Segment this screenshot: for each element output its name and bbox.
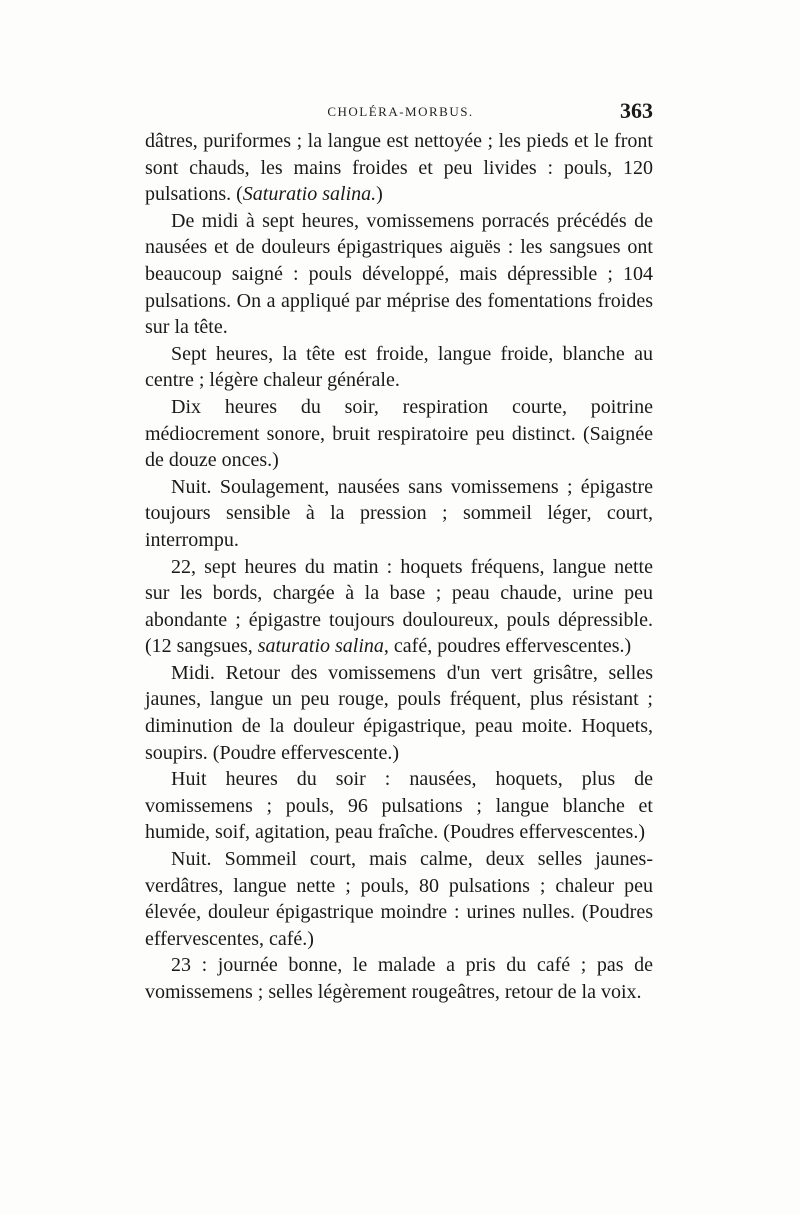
paragraph-text: 22, sept heures du matin : hoquets fréquens, langue nette sur les bords, chargée à la base ; peau chaude, urine peu abondante ; épigastre toujours douloureux, pouls dépressible. (12 sangsues, xyxy=(145,555,653,658)
paragraph: De midi à sept heures, vomissemens porracés précédés de nausées et de douleurs épigastriques aiguës : les sangsues ont beaucoup saigné : pouls développé, mais dépressible ; 104 pulsations. On a appliqué par méprise des fomentations froides sur la tête. xyxy=(145,209,653,339)
paragraph: Midi. Retour des vomissemens d'un vert grisâtre, selles jaunes, langue un peu rouge, pouls fréquent, plus résistant ; diminution de la douleur épigastrique, peau moite. Hoquets, soupirs. (Poudre effervescente.) xyxy=(145,661,653,764)
paragraph: Nuit. Sommeil court, mais calme, deux selles jaunes-verdâtres, langue nette ; pouls, 80 pulsations ; chaleur peu élevée, douleur épigastrique moindre : urines nulles. (Poudres effervescentes, café.) xyxy=(145,848,653,950)
paragraph-text-after: ) xyxy=(376,183,383,206)
paragraph xyxy=(145,554,653,660)
paragraph: Sept heures, la tête est froide, langue froide, blanche au centre ; légère chaleur générale. xyxy=(145,342,653,392)
paragraph: Nuit. Soulagement, nausées sans vomissemens ; épigastre toujours sensible à la pression ; sommeil léger, court, interrompu. xyxy=(145,475,653,551)
page-header xyxy=(148,100,653,130)
page-number: 363 xyxy=(620,98,653,123)
running-head: CHOLÉRA-MORBUS. xyxy=(327,104,474,119)
paragraph-text: dâtres, puriformes ; la langue est nettoyée ; les pieds et le front sont chauds, les mains froides et peu livides : pouls, 120 pulsations. ( xyxy=(145,130,653,206)
italic-text: Saturatio salina. xyxy=(242,183,377,206)
body-text xyxy=(145,128,653,1006)
paragraph: Dix heures du soir, respiration courte, poitrine médiocrement sonore, bruit respiratoire peu distinct. (Saignée de douze onces.) xyxy=(145,395,653,472)
italic-text: saturatio salina xyxy=(257,635,384,658)
paragraph xyxy=(145,128,653,208)
paragraph: 23 : journée bonne, le malade a pris du café ; pas de vomissemens ; selles légèrement rougeâtres, retour de la voix. xyxy=(145,954,653,1003)
paragraph: Huit heures du soir : nausées, hoquets, plus de vomissemens ; pouls, 96 pulsations ; langue blanche et humide, soif, agitation, peau fraîche. (Poudres effervescentes.) xyxy=(145,768,653,844)
paragraph-text-after: , café, poudres effervescentes.) xyxy=(383,635,632,658)
